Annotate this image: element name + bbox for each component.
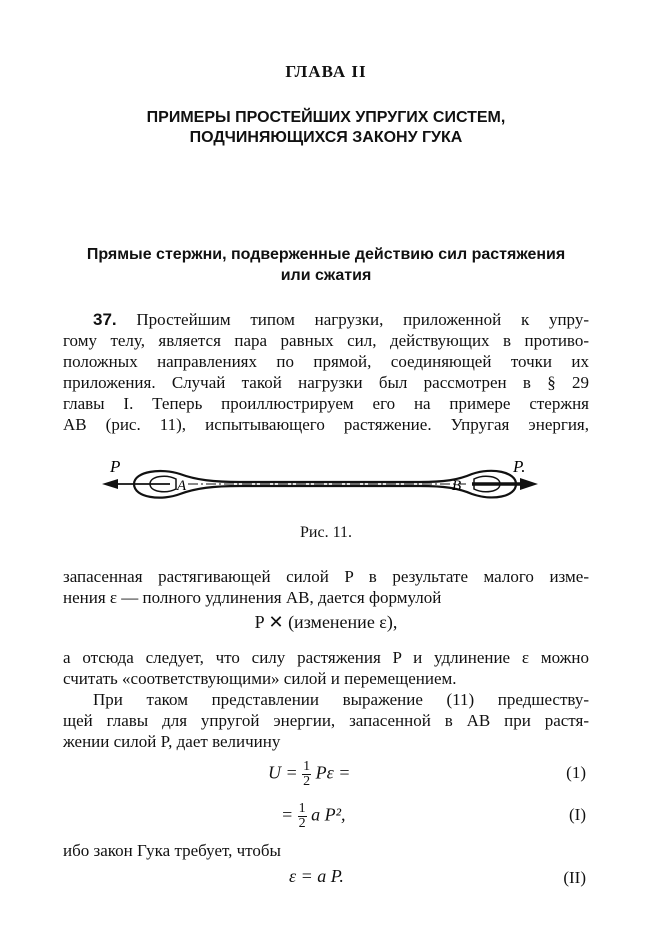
paragraph-3-line-2: считать «соответствующими» силой и перемещением.	[63, 669, 457, 688]
equation-2-number: (I)	[569, 805, 586, 824]
section-heading-line-2: или сжатия	[280, 267, 372, 284]
paragraph-37-line-4: приложения. Случай такой нагрузки был рассмотрен в § 29	[63, 373, 589, 392]
paragraph-37-line-6: AB (рис. 11), испытывающего растяжение. Упругая энергия,	[63, 415, 589, 434]
paragraph-37-line-3: положных направлениях по прямой, соединяющей точки их	[63, 352, 589, 371]
equation-3-number: (II)	[563, 868, 586, 887]
equation-1-left: U =	[268, 762, 298, 783]
paragraph-number: 37.	[93, 310, 117, 329]
force-label-right: P.	[513, 457, 526, 476]
fraction-denominator: 2	[303, 774, 311, 789]
fraction-denominator: 2	[298, 816, 306, 831]
equation-3: ε = a P.	[289, 866, 344, 886]
paragraph-4-line-2: щей главы для упругой энергии, запасенной в AB при растя-	[63, 711, 589, 730]
arrowhead-left-icon	[102, 479, 118, 489]
paragraph-37-line-2: гому телу, является пара равных сил, действующих в противо-	[63, 331, 589, 350]
chapter-title-line-1: ПРИМЕРЫ ПРОСТЕЙШИХ УПРУГИХ СИСТЕМ,	[146, 109, 506, 126]
point-a-label: A	[177, 478, 187, 494]
section-heading-line-1: Прямые стержни, подверженные действию сил растяжения	[86, 246, 566, 263]
chapter-heading: ГЛАВА II	[285, 62, 367, 81]
equation-2	[281, 802, 346, 831]
equation-2-left: =	[281, 804, 294, 825]
paragraph-5: ибо закон Гука требует, чтобы	[63, 841, 281, 860]
point-b-label: B	[452, 478, 462, 494]
paragraph-3-line-1: а отсюда следует, что силу растяжения P и удлинение ε можно	[63, 648, 589, 667]
fraction-one-half	[302, 760, 311, 789]
formula-product: P ✕ (изменение ε),	[254, 612, 398, 632]
paragraph-4-line-1: При таком представлении выражение (11) предшеству-	[93, 690, 589, 709]
figure-11-rod-diagram	[0, 448, 652, 528]
paragraph-4-line-3: жении силой P, дает величину	[63, 732, 281, 751]
equation-1-number: (1)	[566, 763, 586, 782]
paragraph-2-line-1: запасенная растягивающей силой P в результате малого изме-	[63, 567, 589, 586]
figure-caption: Рис. 11.	[300, 524, 352, 541]
paragraph-37-line-1	[93, 309, 589, 330]
fraction-numerator: 1	[303, 759, 311, 774]
fraction-one-half	[298, 802, 307, 831]
fraction-numerator: 1	[298, 801, 306, 816]
equation-2-right: a P²,	[311, 804, 346, 825]
equation-1	[268, 760, 350, 789]
paragraph-text: Простейшим типом нагрузки, приложенной к упру-	[136, 310, 589, 329]
force-label-left: P	[110, 457, 121, 476]
arrowhead-right-icon	[520, 478, 538, 490]
chapter-title-line-2: ПОДЧИНЯЮЩИХСЯ ЗАКОНУ ГУКА	[189, 129, 463, 146]
paragraph-37-line-5: главы I. Теперь проиллюстрируем его на примере стержня	[63, 394, 589, 413]
paragraph-2-line-2: нения ε — полного удлинения AB, дается формулой	[63, 588, 442, 607]
equation-1-right: Pε =	[315, 762, 351, 783]
